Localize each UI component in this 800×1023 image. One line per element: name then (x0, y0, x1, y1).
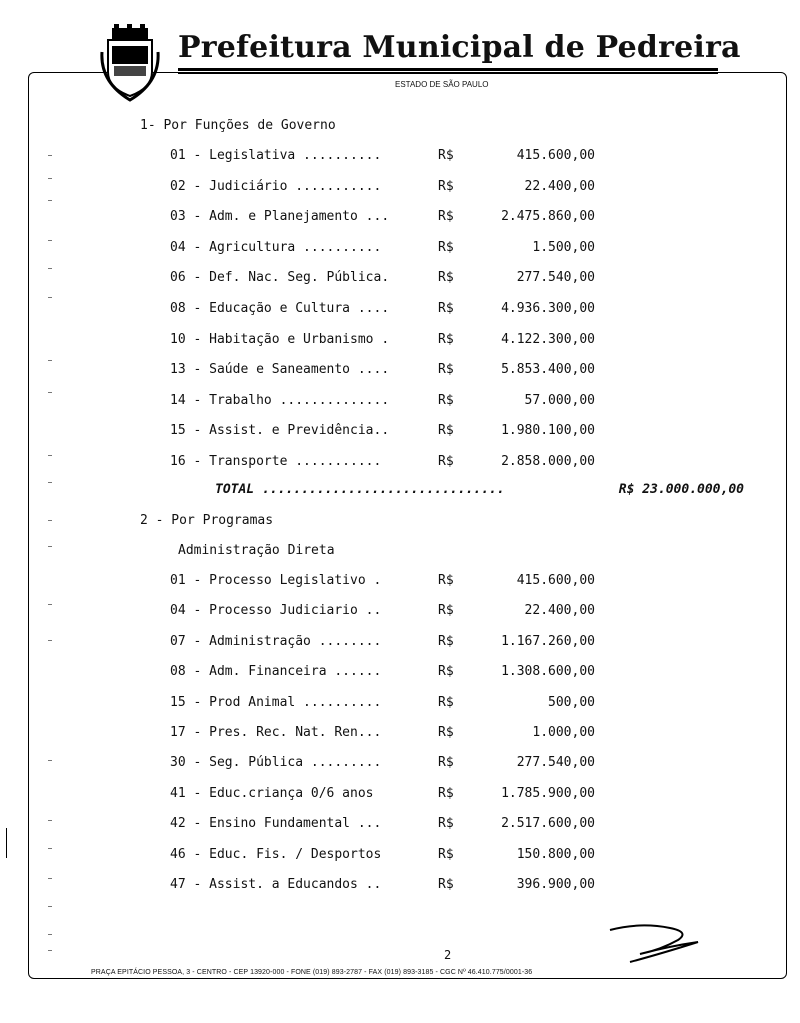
function-item-currency: R$ (438, 209, 454, 225)
program-item-label: 42 - Ensino Fundamental ... (170, 816, 382, 832)
function-item-label: 15 - Assist. e Previdência.. (170, 423, 390, 439)
program-item-value: 277.540,00 (516, 755, 595, 771)
function-item-label: 01 - Legislativa .......... (170, 148, 382, 163)
function-item-row (0, 209, 800, 227)
function-item-value: 4.122.300,00 (501, 331, 595, 347)
function-item-row (0, 301, 800, 319)
program-item-currency: R$ (438, 694, 454, 710)
title-rule-thin (178, 73, 718, 74)
margin-mark (48, 640, 52, 641)
program-item-row (0, 603, 800, 621)
program-item-label: 47 - Assist. a Educandos .. (170, 877, 382, 892)
margin-mark (48, 455, 52, 456)
function-item-currency: R$ (438, 362, 454, 378)
title-rule (178, 68, 718, 71)
margin-mark (48, 155, 52, 156)
program-item-value: 500,00 (548, 694, 595, 710)
margin-mark (48, 392, 52, 393)
function-item-value: 415.600,00 (516, 148, 595, 163)
program-item-label: 08 - Adm. Financeira ...... (170, 664, 382, 680)
program-item-row (0, 725, 800, 743)
program-item-value: 1.785.900,00 (501, 785, 595, 801)
program-item-row (0, 664, 800, 682)
page-number: 2 (444, 948, 452, 962)
program-item-row (0, 786, 800, 804)
function-item-currency: R$ (438, 423, 454, 439)
function-item-value: 57.000,00 (524, 392, 595, 408)
function-item-row (0, 179, 800, 197)
program-item-currency: R$ (438, 725, 454, 740)
program-item-row (0, 634, 800, 652)
program-item-label: 15 - Prod Animal .......... (170, 694, 382, 710)
function-item-row (0, 240, 800, 258)
function-item-value: 2.858.000,00 (501, 454, 595, 469)
program-item-currency: R$ (438, 603, 454, 619)
function-item-row (0, 270, 800, 288)
program-item-currency: R$ (438, 846, 454, 862)
function-item-currency: R$ (438, 270, 454, 286)
program-item-label: 01 - Processo Legislativo . (170, 573, 382, 588)
program-item-currency: R$ (438, 877, 454, 892)
margin-mark (48, 482, 52, 483)
section-1-heading: 1- Por Funções de Governo (140, 118, 336, 133)
function-item-label: 16 - Transporte ........... (170, 454, 382, 469)
margin-mark (48, 878, 52, 879)
margin-mark (48, 820, 52, 821)
program-item-value: 396.900,00 (516, 877, 595, 892)
function-item-row (0, 423, 800, 441)
function-item-value: 277.540,00 (516, 270, 595, 286)
program-item-label: 17 - Pres. Rec. Nat. Ren... (170, 725, 382, 740)
program-item-label: 46 - Educ. Fis. / Desportos (170, 846, 382, 862)
program-item-value: 2.517.600,00 (501, 816, 595, 832)
program-item-row (0, 573, 800, 591)
function-item-currency: R$ (438, 239, 454, 255)
program-item-label: 07 - Administração ........ (170, 633, 382, 649)
function-item-label: 02 - Judiciário ........... (170, 178, 382, 194)
program-item-currency: R$ (438, 785, 454, 801)
function-item-label: 13 - Saúde e Saneamento .... (170, 362, 390, 378)
function-item-currency: R$ (438, 392, 454, 408)
program-item-value: 1.167.260,00 (501, 633, 595, 649)
function-item-row (0, 393, 800, 411)
function-item-currency: R$ (438, 454, 454, 469)
margin-mark (48, 297, 52, 298)
function-item-label: 06 - Def. Nac. Seg. Pública. (170, 270, 390, 286)
function-item-label: 04 - Agricultura .......... (170, 239, 382, 255)
program-item-label: 04 - Processo Judiciario .. (170, 603, 382, 619)
program-item-currency: R$ (438, 816, 454, 832)
program-item-row (0, 816, 800, 834)
program-item-label: 41 - Educ.criança 0/6 anos (170, 785, 374, 801)
function-item-currency: R$ (438, 148, 454, 163)
margin-mark (48, 200, 52, 201)
function-item-label: 03 - Adm. e Planejamento ... (170, 209, 390, 225)
margin-mark (48, 178, 52, 179)
signature-icon (600, 918, 710, 968)
total-value: R$ 23.000.000,00 (618, 482, 744, 497)
program-item-value: 1.308.600,00 (501, 664, 595, 680)
page-title: Prefeitura Municipal de Pedreira (178, 30, 741, 65)
function-item-label: 08 - Educação e Cultura .... (170, 301, 390, 316)
margin-mark (48, 546, 52, 547)
margin-mark (48, 934, 52, 935)
program-item-row (0, 695, 800, 713)
scan-edge-mark (6, 828, 7, 858)
margin-mark (48, 268, 52, 269)
function-item-value: 1.500,00 (532, 239, 595, 255)
function-item-currency: R$ (438, 301, 454, 316)
function-item-value: 22.400,00 (524, 178, 595, 194)
section-2-subheading: Administração Direta (178, 543, 335, 558)
municipal-crest-icon (100, 22, 160, 102)
margin-mark (48, 240, 52, 241)
function-item-row (0, 454, 800, 472)
function-item-value: 2.475.860,00 (501, 209, 595, 225)
program-item-value: 415.600,00 (516, 573, 595, 588)
function-item-currency: R$ (438, 178, 454, 194)
function-item-value: 5.853.400,00 (501, 362, 595, 378)
margin-mark (48, 950, 52, 951)
section-2-heading: 2 - Por Programas (140, 513, 274, 528)
program-item-currency: R$ (438, 573, 454, 588)
function-item-row (0, 148, 800, 166)
program-item-value: 1.000,00 (532, 725, 595, 740)
margin-mark (48, 848, 52, 849)
function-item-currency: R$ (438, 331, 454, 347)
program-item-value: 150.800,00 (516, 846, 595, 862)
program-item-currency: R$ (438, 755, 454, 771)
margin-mark (48, 360, 52, 361)
program-item-currency: R$ (438, 633, 454, 649)
margin-mark (48, 906, 52, 907)
program-item-row (0, 755, 800, 773)
program-item-row (0, 877, 800, 895)
state-subtitle: ESTADO DE SÃO PAULO (395, 80, 489, 89)
function-item-value: 1.980.100,00 (501, 423, 595, 439)
function-item-row (0, 332, 800, 350)
program-item-row (0, 847, 800, 865)
margin-mark (48, 760, 52, 761)
function-item-value: 4.936.300,00 (501, 301, 595, 316)
function-item-label: 14 - Trabalho .............. (170, 392, 390, 408)
margin-mark (48, 520, 52, 521)
function-item-row (0, 362, 800, 380)
page-footer: PRAÇA EPITÁCIO PESSOA, 3 - CENTRO - CEP 13920-000 - FONE (019) 893-2787 - FAX (019) 893-3185 - CGC Nº 46.410.775/0001-36 (88, 969, 535, 976)
program-item-label: 30 - Seg. Pública ......... (170, 755, 382, 771)
program-item-currency: R$ (438, 664, 454, 680)
margin-mark (48, 604, 52, 605)
total-label: TOTAL ............................... (215, 482, 505, 497)
program-item-value: 22.400,00 (524, 603, 595, 619)
function-item-label: 10 - Habitação e Urbanismo . (170, 331, 390, 347)
